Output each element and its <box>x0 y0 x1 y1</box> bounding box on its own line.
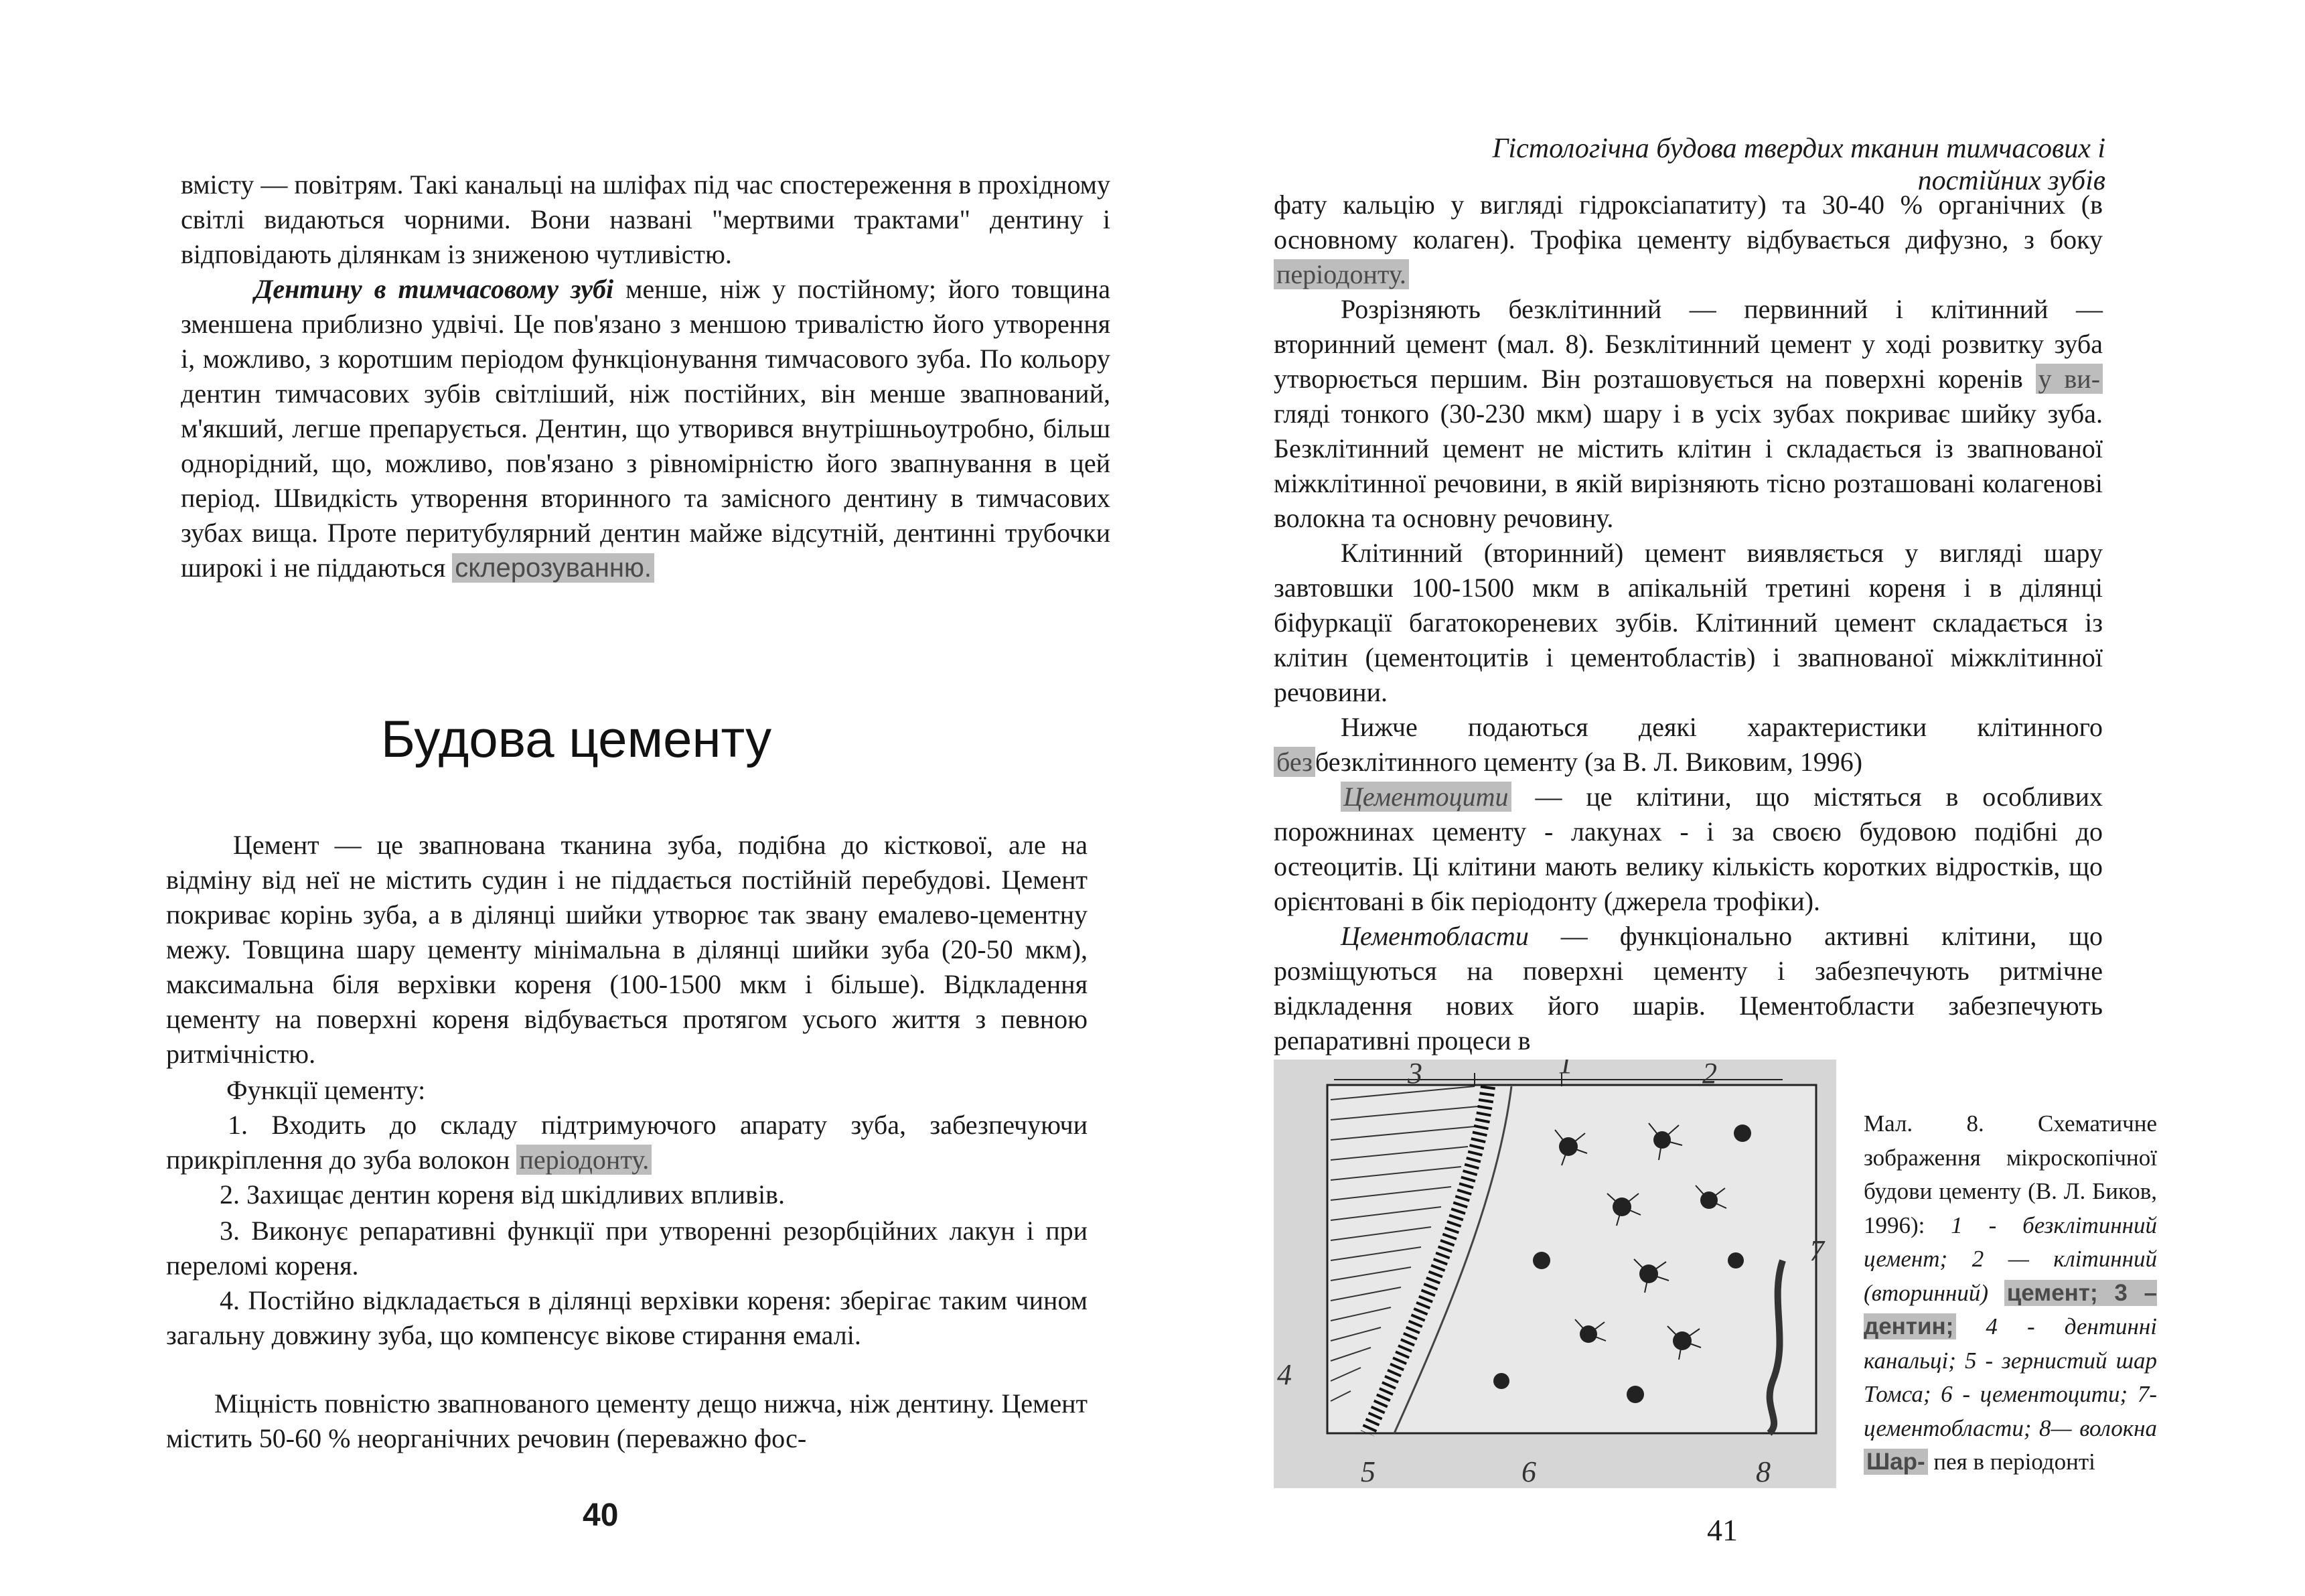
page-number-right: 41 <box>1707 1513 1738 1547</box>
right-paragraph-6: Цементобласти — функціонально активні клітини, що розміщуються на поверхні цементу і забезпечують ритмічне відкладення нових його шарів. Цементобласти забезпечують репаративні процеси в <box>1274 921 2103 1056</box>
right-paragraph-5: Цементоцити — це клітини, що містяться в особливих порожнинах цементу - лакунах - і за своєю будовою подібні до остеоцитів. Ці клітини мають велику кількість коротких відростків, що орієнтовані в бік періодонту (джерела трофіки). <box>1274 782 2103 916</box>
right-paragraph-4: Нижче подаються деякі характеристики клітинного без безклітинного цементу (за В. Л. Виковим, 1996) <box>1274 710 2103 780</box>
function-2: 2. Захищає дентин кореня від шкідливих впливів. <box>220 1179 785 1210</box>
left-paragraph-1: вмісту — повітрям. Такі канальці на шліфах під час спостереження в прохідному світлі видаються чорними. Вони названі "мертвими трактами" дентину і відповідають ділянкам із зниженою чутливістю. <box>181 169 1110 269</box>
function-4: 4. Постійно відкладається в ділянці верхівки кореня: зберігає таким чином загальну довжину зуба, що компенсує вікове стирання емалі. <box>166 1285 1088 1350</box>
paragraph-lead: Цементоцити <box>1341 782 1511 812</box>
left-paragraph-4: Міцність повністю звапнованого цементу дещо нижча, ніж дентину. Цемент містить 50-60 % неорганічних речовин (переважно фос- <box>166 1388 1088 1453</box>
figure-caption: Мал. 8. Схематичне зображення мікроскопічної будови цементу (В. Л. Биков, 1996): 1 - безклітинний цемент; 2 — клітинний (вторинний) цемент; 3 – дентин; 4 - дентинні канальці; 5 - зернистий шар Томса; 6 - цементоцити; 7- цементобласти; 8— волокна Шар- пея в періодонті <box>1864 1110 2158 1475</box>
highlighted-word: періодонту. <box>516 1145 652 1175</box>
running-header: Гістологічна будова твердих тканин тимчасових і постійних зубів <box>1492 133 2105 196</box>
functions-title: Функції цементу: <box>226 1075 426 1105</box>
highlighted-word: у ви- <box>2036 364 2103 394</box>
figure-label-6: 6 <box>1521 1455 1536 1488</box>
highlighted-word: Шар- <box>1864 1449 1928 1475</box>
paragraph-lead: Дентину в тимчасовому зубі <box>254 274 614 304</box>
left-paragraph-3: Цемент — це звапнована тканина зуба, подібна до кісткової, але на відміну від неї не містить судин і не піддається постійній перебудові. Цемент покриває корінь зуба, а в ділянці шийки утворює так звану емалево-цементну межу. Товщина шару цементу мінімальна в ділянці шийки зуба (20-50 мкм), максимальна біля верхівки кореня (100-1500 мкм і більше). Відкладення цементу на поверхні кореня відбувається протягом усього життя з певною ритмічністю. <box>166 830 1088 1069</box>
highlighted-word: цемент; 3 – дентин; <box>1864 1279 2157 1339</box>
highlighted-word: без <box>1274 747 1315 777</box>
function-1: 1. Входить до складу підтримуючого апарату зуба, забезпечуючи прикріплення до зуба волокон періодонту. <box>166 1110 1088 1175</box>
function-3: 3. Виконує репаративні функції при утворенні резорбційних лакун і при переломі кореня. <box>166 1216 1088 1281</box>
left-paragraph-2: Дентину в тимчасовому зубі менше, ніж у постійному; його товщина зменшена приблизно удвічі. Це пов'язано з меншою тривалістю його утворення і, можливо, з коротшим періодом функціонування тимчасового зуба. По кольору дентин тимчасових зубів світліший, ніж постійних, він менше звапнований, м'якший, легше препарується. Дентин, що утворився внутрішньоутробно, більш однорідний, що, можливо, пов'язано з рівномірністю його звапнування в цей період. Швидкість утворення вторинного та замісного дентину в тимчасових зубах вища. Проте перитубулярний дентин майже відсутній, дентинні трубочки широкі і не піддаються склерозуванню. <box>181 274 1111 583</box>
section-heading: Будова цементу <box>380 709 772 768</box>
figure-label-4: 4 <box>1277 1358 1292 1391</box>
figure-label-3: 3 <box>1408 1060 1422 1090</box>
figure-label-7: 7 <box>1809 1234 1824 1267</box>
figure-label-1: 1 <box>1558 1060 1573 1080</box>
highlighted-word: періодонту. <box>1274 259 1409 289</box>
cement-figure <box>1274 1060 1836 1488</box>
right-paragraph-3: Клітинний (вторинний) цемент виявляється у вигляді шару завтовшки 100-1500 мкм в апікальній третині кореня і в ділянці біфуркації багатокореневих зубів. Клітинний цемент складається із клітин (цементоцитів і цементобластів) і звапнованої міжклітинної речовини. <box>1274 538 2103 707</box>
figure-label-2: 2 <box>1702 1060 1717 1090</box>
right-page <box>1152 0 2305 1596</box>
highlighted-word: склерозуванню. <box>452 553 654 583</box>
cement-diagram <box>1274 1060 1836 1488</box>
left-page <box>0 0 1152 1596</box>
right-paragraph-2: Розрізняють безклітинний — первинний і клітинний — вторинний цемент (мал. 8). Безклітинний цемент у ході розвитку зуба утворюється першим. Він розташовується на поверхні коренів у ви-гляді тонкого (30-230 мкм) шару і в усіх зубах покриває шийку зуба. Безклітинний цемент не містить клітин і складається із звапнованої міжклітинної речовини, в якій вирізняють тісно розташовані колагенові волокна та основну речовину. <box>1274 294 2103 533</box>
figure-label-5: 5 <box>1361 1455 1375 1488</box>
paragraph-lead: Цементобласти <box>1341 921 1529 951</box>
right-paragraph-1: фату кальцію у вигляді гідроксіапатиту) та 30-40 % органічних (в основному колаген). Трофіка цементу відбувається дифузно, з боку періодонту. <box>1274 190 2103 289</box>
page-number-left: 40 <box>583 1498 619 1533</box>
figure-label-8: 8 <box>1756 1455 1771 1488</box>
